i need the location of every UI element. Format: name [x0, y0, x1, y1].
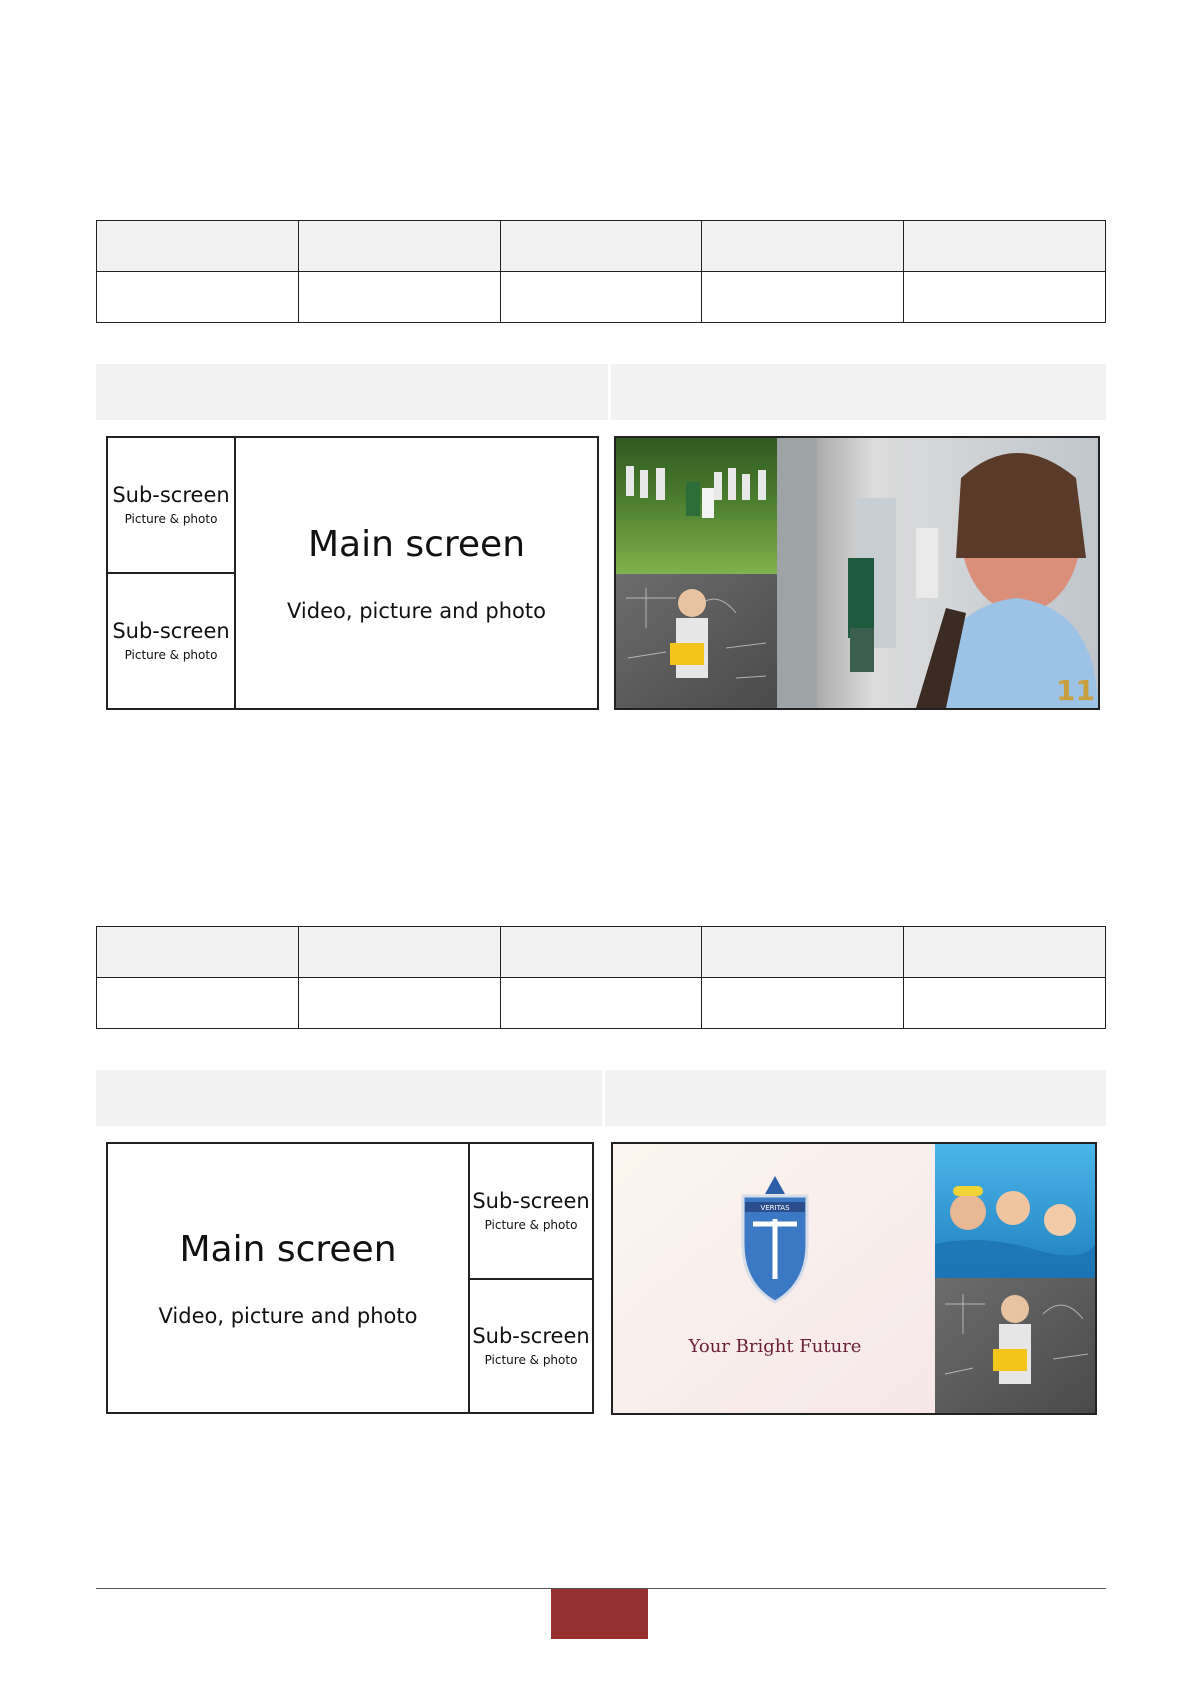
- table-cell: [702, 221, 904, 272]
- sub-screen-title: Sub-screen: [112, 483, 230, 508]
- table-cell: [904, 272, 1106, 323]
- main-screen-caption: Video, picture and photo: [287, 598, 546, 623]
- table-cell: [702, 927, 904, 978]
- sample-photo-1: [614, 436, 1100, 710]
- table-cell: [298, 221, 500, 272]
- table-header-row: [97, 927, 1106, 978]
- sub-screen-caption: Picture & photo: [124, 511, 218, 526]
- sub-screen-box: [468, 1280, 592, 1412]
- table-cell: [298, 978, 500, 1029]
- table-cell: [702, 272, 904, 323]
- table-cell: [904, 221, 1106, 272]
- table-row: [97, 978, 1106, 1029]
- sample-label-bar: [605, 1070, 1106, 1126]
- child-face: [678, 589, 706, 617]
- table-cell: [97, 272, 299, 323]
- table-cell: [500, 221, 702, 272]
- sub-screen-caption: Picture & photo: [484, 1217, 578, 1232]
- table-cell: [298, 927, 500, 978]
- spec-table-2: [96, 926, 1106, 1029]
- sub-screen-box: [108, 574, 236, 708]
- crest-text: VERITAS: [760, 1204, 790, 1212]
- table-cell: [500, 978, 702, 1029]
- main-screen-caption: Video, picture and photo: [158, 1303, 418, 1328]
- child-face: [1001, 1295, 1029, 1323]
- layout-diagram-2: [106, 1142, 594, 1414]
- page-number-tab: [551, 1589, 648, 1639]
- main-screen-title: Main screen: [179, 1228, 397, 1270]
- sample-photo-2: [611, 1142, 1097, 1415]
- child-face: [1044, 1204, 1076, 1236]
- sub-screen-caption: Picture & photo: [124, 647, 218, 662]
- learn-sign: [670, 643, 704, 665]
- table-cell: [904, 978, 1106, 1029]
- table-cell: [298, 272, 500, 323]
- layout-label-bar: [96, 1070, 602, 1126]
- table-cell: [500, 272, 702, 323]
- learn-sign: [993, 1349, 1027, 1371]
- sub-screen-box: [468, 1144, 592, 1280]
- main-screen-box: [236, 438, 597, 708]
- table-header-row: [97, 221, 1106, 272]
- table-cell: [702, 978, 904, 1029]
- svg-text:11: 11: [1056, 674, 1095, 707]
- table-cell: [97, 221, 299, 272]
- school-crest: [743, 1176, 807, 1302]
- layout-diagram-1: [106, 436, 599, 710]
- sub-screen-title: Sub-screen: [472, 1189, 590, 1214]
- table-cell: [904, 927, 1106, 978]
- sub-screen-box: [108, 438, 236, 574]
- sample-photo-collage: [616, 438, 1098, 708]
- sample-label-bar: [611, 364, 1106, 420]
- table-cell: [500, 927, 702, 978]
- table-cell: [97, 927, 299, 978]
- main-screen-title: Main screen: [307, 523, 526, 565]
- sub-screen-title: Sub-screen: [472, 1324, 590, 1349]
- main-screen-box: [108, 1144, 468, 1412]
- child-face: [996, 1191, 1030, 1225]
- layout-label-bar: [96, 364, 608, 420]
- table-row: [97, 272, 1106, 323]
- sub-screen-title: Sub-screen: [112, 619, 230, 644]
- child-face: [950, 1194, 986, 1230]
- spec-table-1: [96, 220, 1106, 323]
- table-cell: [97, 978, 299, 1029]
- sub-screen-caption: Picture & photo: [484, 1352, 578, 1367]
- tagline: Your Bright Future: [688, 1336, 862, 1357]
- sample-photo-collage: [613, 1144, 1095, 1413]
